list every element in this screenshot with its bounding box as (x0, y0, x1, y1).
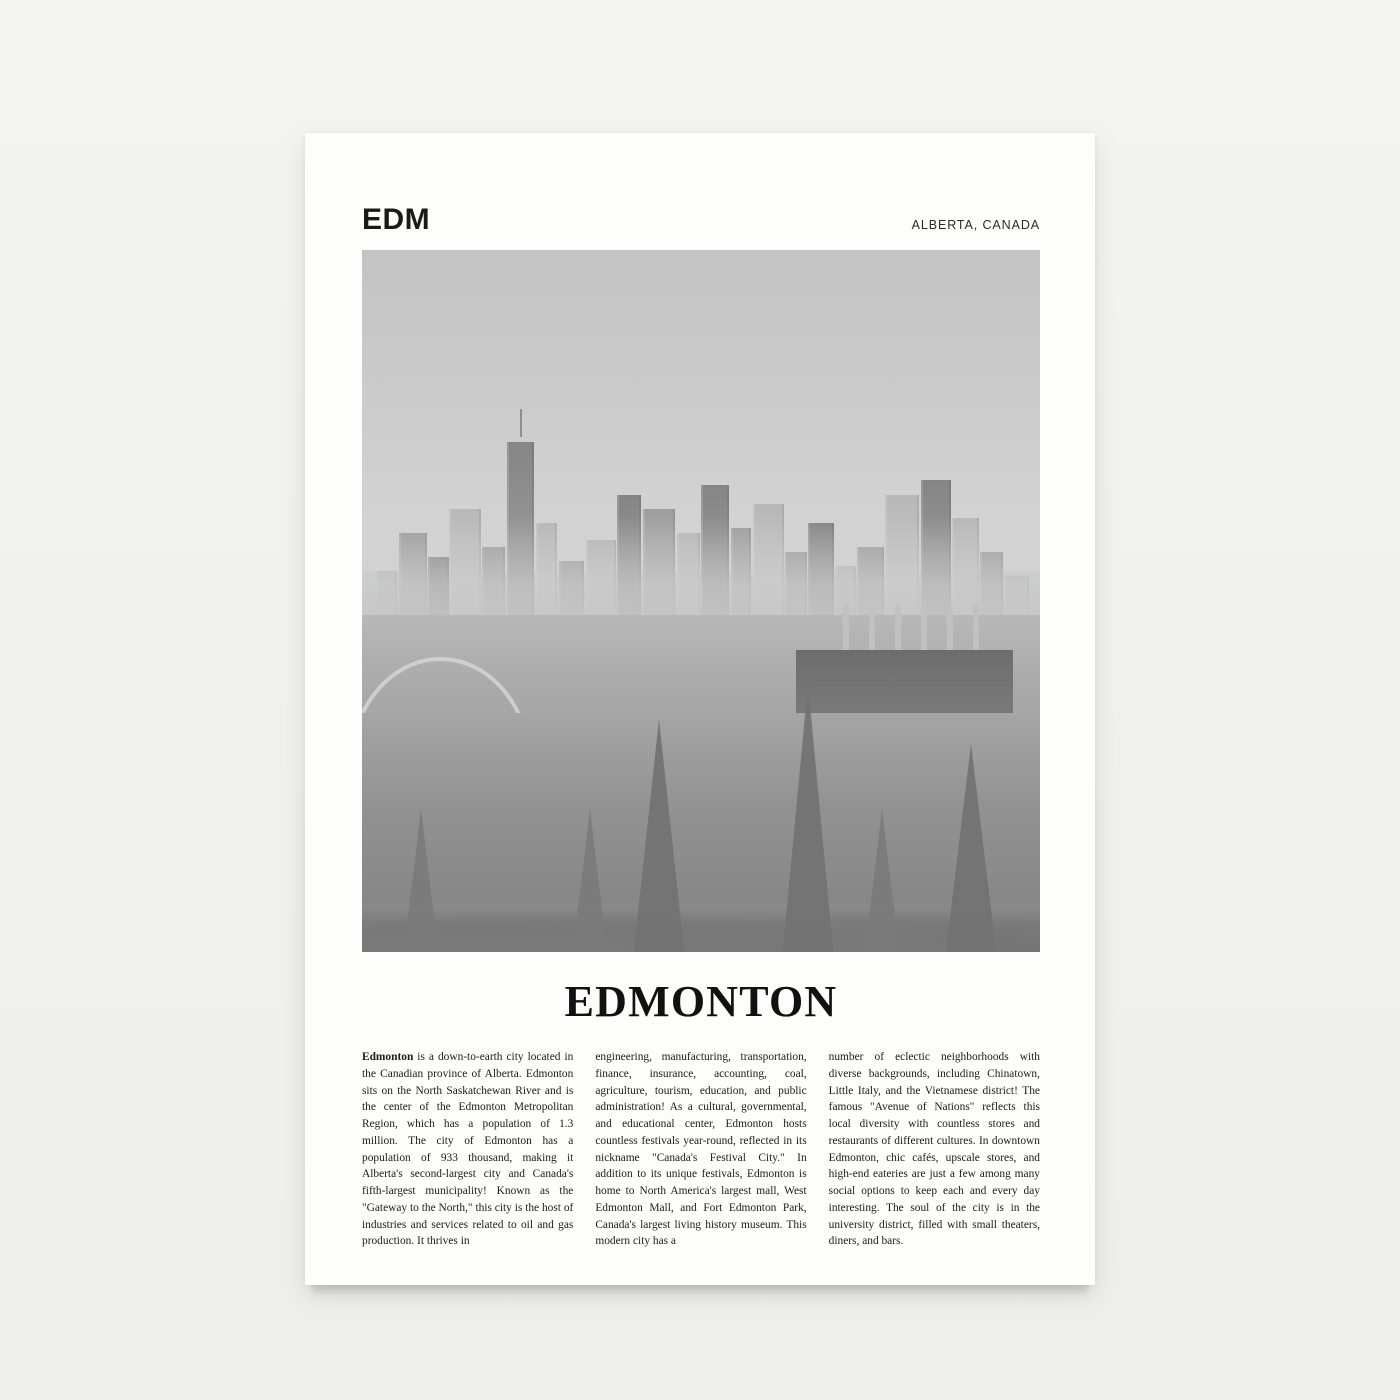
poster-content (362, 205, 1040, 1250)
foreground-layer (362, 713, 1040, 952)
body-column-1-text: is a down-to-earth city located in the Canadian province of Alberta. Edmonton sits on the North Saskatchewan River and is the center of the Edmonton Metropolitan Region, which has a population of 1.3 million. The city of Edmonton has a population of 933 thousand, making it Alberta's second-largest city and Canada's fifth-largest municipality! Known as the "Gateway to the North," this city is the host of industries and services related to oil and gas production. It thrives in (362, 1051, 574, 1248)
body-column-1 (362, 1049, 573, 1250)
body-lead: Edmonton (362, 1051, 414, 1063)
city-photograph (362, 250, 1040, 952)
poster-header (362, 205, 1040, 239)
poster-shadow (312, 1283, 1088, 1297)
tree-brush (362, 904, 1040, 952)
city-code: EDM (362, 203, 431, 236)
poster-sheet (305, 133, 1095, 1285)
poster-title: EDMONTON (564, 977, 838, 1026)
body-column-3: number of eclectic neighborhoods with diverse backgrounds, including Chinatown, Little Italy, and the Vietnamese district! The famous "Avenue of Nations" reflects this local diversity with countless stores and restaurants of different cultures. In downtown Edmonton, chic cafés, upscale stores, and high-end eateries are just a few among many social options to keep each and every day interesting. The soul of the city is in the university district, filled with small theaters, diners, and bars. (828, 1051, 1040, 1248)
region-label: ALBERTA, CANADA (911, 218, 1040, 232)
body-columns (362, 1049, 1040, 1250)
photo-artwork (362, 250, 1040, 952)
body-column-2: engineering, manufacturing, transportation, finance, insurance, accounting, coal, agriculture, tourism, education, and public administration! As a cultural, governmental, and educational center, Edmonton hosts countless festivals year-round, reflected in its nickname "Canada's Festival City." In addition to its unique festivals, Edmonton is home to North America's largest mall, West Edmonton Mall, and Fort Edmonton Park, Canada's largest living history museum. This modern city has a (595, 1051, 807, 1248)
